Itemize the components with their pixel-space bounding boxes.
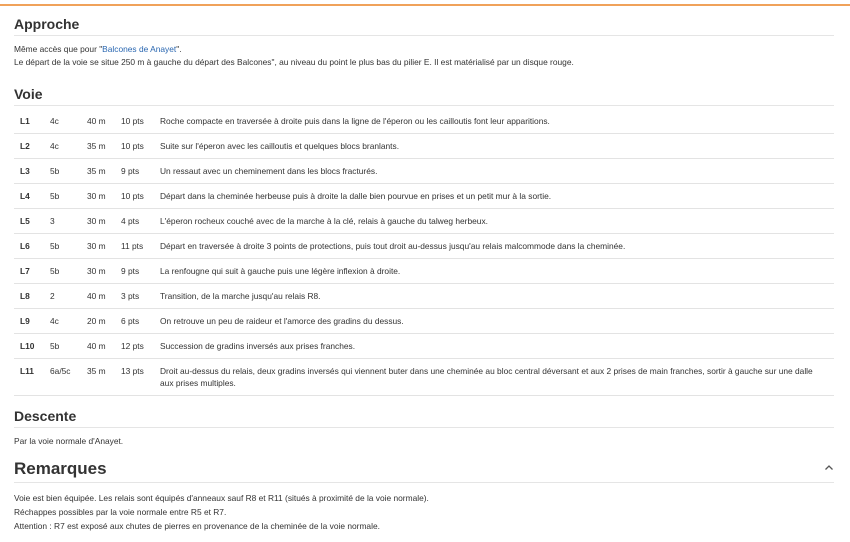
pitch-length: 30 m: [87, 184, 121, 209]
pitch-description: Droit au-dessus du relais, deux gradins inversés qui viennent buter dans une cheminée au bloc central déversant et aux 2 prises de main franches, sortir à gauche sur une dalle aux prises multiples.: [160, 359, 834, 396]
pitch-bolts: 13 pts: [121, 359, 160, 396]
section-descente: [14, 408, 834, 448]
descente-title: Descente: [14, 408, 834, 428]
pitch-description: Départ en traversée à droite 3 points de protections, puis tout droit au-dessus jusqu'au relais malcommode dans la cheminée.: [160, 234, 834, 259]
pitch-grade: 5b: [50, 159, 87, 184]
pitch-number: L11: [14, 359, 50, 396]
approche-text: [14, 43, 834, 69]
pitch-number: L3: [14, 159, 50, 184]
pitch-row: [14, 309, 834, 334]
pitch-grade: 3: [50, 209, 87, 234]
pitch-grade: 4c: [50, 309, 87, 334]
pitch-bolts: 10 pts: [121, 109, 160, 134]
pitch-grade: 4c: [50, 109, 87, 134]
pitch-length: 35 m: [87, 134, 121, 159]
pitch-grade: 2: [50, 284, 87, 309]
pitch-number: L2: [14, 134, 50, 159]
pitch-description: Transition, de la marche jusqu'au relais R8.: [160, 284, 834, 309]
pitch-grade: 5b: [50, 259, 87, 284]
pitch-length: 30 m: [87, 209, 121, 234]
approche-title: Approche: [14, 16, 834, 36]
pitch-row: [14, 359, 834, 396]
pitch-number: L9: [14, 309, 50, 334]
pitch-number: L8: [14, 284, 50, 309]
pitch-description: Succession de gradins inversés aux prises franches.: [160, 334, 834, 359]
pitch-number: L5: [14, 209, 50, 234]
remarques-line-1: Voie est bien équipée. Les relais sont équipés d'anneaux sauf R8 et R11 (situés à proximité de la voie normale).: [14, 493, 429, 503]
pitch-bolts: 9 pts: [121, 159, 160, 184]
approche-line-1: [14, 43, 834, 56]
pitch-grade: 4c: [50, 134, 87, 159]
pitch-length: 20 m: [87, 309, 121, 334]
remarques-text: [14, 491, 834, 533]
pitch-row: [14, 184, 834, 209]
pitch-table: [14, 109, 834, 396]
pitch-number: L7: [14, 259, 50, 284]
balcones-link[interactable]: Balcones de Anayet: [102, 44, 177, 54]
pitch-description: On retrouve un peu de raideur et l'amorce des gradins du dessus.: [160, 309, 834, 334]
pitch-description: Un ressaut avec un cheminement dans les blocs fracturés.: [160, 159, 834, 184]
pitch-bolts: 3 pts: [121, 284, 160, 309]
pitch-row: [14, 284, 834, 309]
pitch-bolts: 6 pts: [121, 309, 160, 334]
pitch-bolts: 12 pts: [121, 334, 160, 359]
pitch-row: [14, 234, 834, 259]
pitch-bolts: 9 pts: [121, 259, 160, 284]
pitch-length: 40 m: [87, 334, 121, 359]
pitch-length: 35 m: [87, 159, 121, 184]
approche-line-2: Le départ de la voie se situe 250 m à gauche du départ des Balcones", au niveau du point le plus bas du pilier E. Il est matérialisé par un disque rouge.: [14, 57, 574, 67]
pitch-grade: 5b: [50, 334, 87, 359]
pitch-number: L10: [14, 334, 50, 359]
pitch-bolts: 10 pts: [121, 184, 160, 209]
pitch-grade: 6a/5c: [50, 359, 87, 396]
pitch-grade: 5b: [50, 184, 87, 209]
top-accent-line: [0, 4, 850, 6]
pitch-length: 35 m: [87, 359, 121, 396]
pitch-bolts: 10 pts: [121, 134, 160, 159]
pitch-row: [14, 109, 834, 134]
approche-line1-prefix: Même accès que pour ": [14, 44, 103, 54]
pitch-grade: 5b: [50, 234, 87, 259]
pitch-bolts: 4 pts: [121, 209, 160, 234]
pitch-description: L'éperon rocheux couché avec de la marche à la clé, relais à gauche du talweg herbeux.: [160, 209, 834, 234]
section-approche: [14, 16, 834, 69]
pitch-row: [14, 134, 834, 159]
pitch-description: La renfougne qui suit à gauche puis une légère inflexion à droite.: [160, 259, 834, 284]
pitch-row: [14, 259, 834, 284]
pitch-length: 40 m: [87, 109, 121, 134]
pitch-length: 30 m: [87, 259, 121, 284]
remarques-title: [14, 459, 834, 483]
descente-text: Par la voie normale d'Anayet.: [14, 436, 124, 446]
pitch-row: [14, 334, 834, 359]
pitch-description: Suite sur l'éperon avec les cailloutis et quelques blocs branlants.: [160, 134, 834, 159]
pitch-row: [14, 209, 834, 234]
pitch-number: L1: [14, 109, 50, 134]
pitch-bolts: 11 pts: [121, 234, 160, 259]
chevron-up-icon[interactable]: [824, 463, 834, 473]
section-remarques: [14, 459, 834, 533]
section-voie: [14, 86, 834, 396]
pitch-length: 40 m: [87, 284, 121, 309]
remarques-line-3: Attention : R7 est exposé aux chutes de pierres en provenance de la cheminée de la voie normale.: [14, 521, 380, 531]
pitch-number: L4: [14, 184, 50, 209]
pitch-row: [14, 159, 834, 184]
pitch-description: Roche compacte en traversée à droite puis dans la ligne de l'éperon ou les cailloutis font leur apparitions.: [160, 109, 834, 134]
voie-title: Voie: [14, 86, 834, 106]
remarques-title-text: Remarques: [14, 459, 107, 478]
remarques-line-2: Réchappes possibles par la voie normale entre R5 et R7.: [14, 507, 227, 517]
pitch-number: L6: [14, 234, 50, 259]
approche-line1-suffix: ".: [176, 44, 182, 54]
pitch-length: 30 m: [87, 234, 121, 259]
pitch-description: Départ dans la cheminée herbeuse puis à droite la dalle bien pourvue en prises et un petit mur à la sortie.: [160, 184, 834, 209]
